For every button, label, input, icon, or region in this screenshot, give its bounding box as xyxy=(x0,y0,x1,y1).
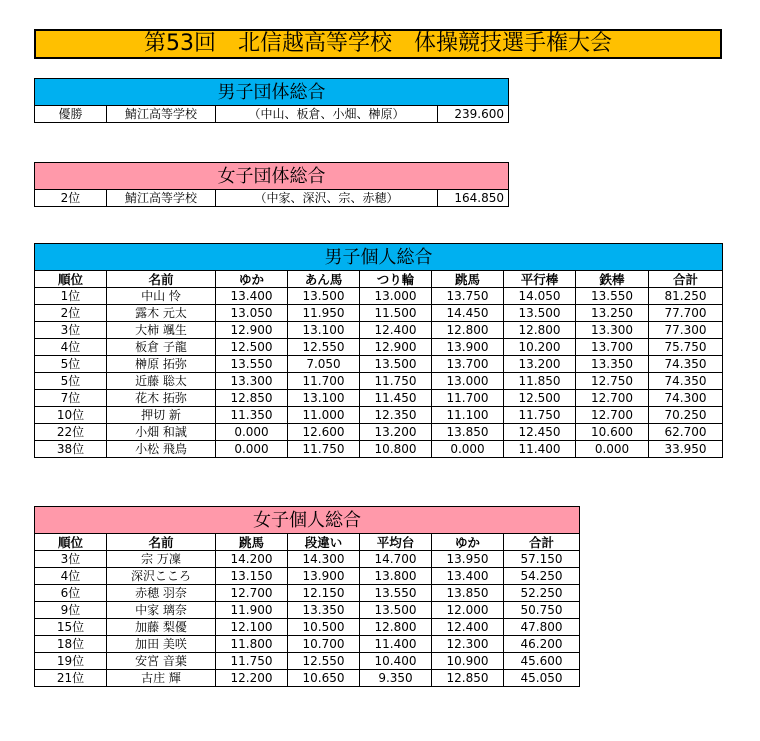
name-cell: 花木 拓弥 xyxy=(107,390,216,407)
name-cell: 中家 璃奈 xyxy=(107,602,216,619)
name-cell: 近藤 聡太 xyxy=(107,373,216,390)
rank-cell: 4位 xyxy=(35,568,107,585)
column-header: ゆか xyxy=(432,534,504,551)
score-cell: 12.400 xyxy=(432,619,504,636)
table-row xyxy=(35,619,580,636)
table-row xyxy=(35,441,723,458)
rank-cell: 3位 xyxy=(35,551,107,568)
score-cell: 13.500 xyxy=(360,356,432,373)
rank-cell: 優勝 xyxy=(35,106,107,123)
score-cell: 11.750 xyxy=(216,653,288,670)
table-row xyxy=(35,551,580,568)
score-cell: 13.400 xyxy=(432,568,504,585)
column-header: つり輪 xyxy=(360,271,432,288)
score-cell: 75.750 xyxy=(649,339,723,356)
school-cell: 鯖江高等学校 xyxy=(107,106,216,123)
table-row xyxy=(35,407,723,424)
score-cell: 12.100 xyxy=(216,619,288,636)
score-cell: 12.500 xyxy=(216,339,288,356)
name-cell: 中山 怜 xyxy=(107,288,216,305)
table-row xyxy=(35,568,580,585)
boys-individual-header: 男子個人総合 xyxy=(35,244,723,271)
score-cell: 13.150 xyxy=(216,568,288,585)
column-header: 跳馬 xyxy=(432,271,504,288)
name-cell: 加田 美咲 xyxy=(107,636,216,653)
score-cell: 57.150 xyxy=(504,551,580,568)
name-cell: 小松 飛鳥 xyxy=(107,441,216,458)
members-cell: （中山、板倉、小畑、榊原） xyxy=(216,106,438,123)
score-cell: 13.300 xyxy=(216,373,288,390)
score-cell: 11.500 xyxy=(360,305,432,322)
score-cell: 12.800 xyxy=(360,619,432,636)
score-cell: 12.350 xyxy=(360,407,432,424)
score-cell: 13.200 xyxy=(504,356,576,373)
score-cell: 81.250 xyxy=(649,288,723,305)
score-cell: 54.250 xyxy=(504,568,580,585)
score-cell: 12.550 xyxy=(288,653,360,670)
score-cell: 12.850 xyxy=(216,390,288,407)
score-cell: 12.700 xyxy=(216,585,288,602)
score-cell: 11.750 xyxy=(288,441,360,458)
score-cell: 10.900 xyxy=(432,653,504,670)
score-cell: 11.100 xyxy=(432,407,504,424)
score-cell: 11.850 xyxy=(504,373,576,390)
girls-team-table xyxy=(34,162,509,207)
score-cell: 74.350 xyxy=(649,373,723,390)
name-cell: 露木 元太 xyxy=(107,305,216,322)
score-cell: 14.200 xyxy=(216,551,288,568)
rank-cell: 5位 xyxy=(35,356,107,373)
score-cell: 13.550 xyxy=(576,288,649,305)
score-cell: 77.700 xyxy=(649,305,723,322)
score-cell: 12.150 xyxy=(288,585,360,602)
score-cell: 13.500 xyxy=(288,288,360,305)
score-cell: 12.900 xyxy=(360,339,432,356)
table-row xyxy=(35,356,723,373)
score-cell: 45.050 xyxy=(504,670,580,687)
score-cell: 0.000 xyxy=(216,441,288,458)
rank-cell: 4位 xyxy=(35,339,107,356)
score-cell: 13.300 xyxy=(576,322,649,339)
table-row xyxy=(35,190,509,207)
rank-cell: 6位 xyxy=(35,585,107,602)
score-cell: 46.200 xyxy=(504,636,580,653)
girls-individual-table xyxy=(34,506,580,687)
column-header: 段違い xyxy=(288,534,360,551)
score-cell: 13.000 xyxy=(432,373,504,390)
score-cell: 10.400 xyxy=(360,653,432,670)
score-cell: 12.600 xyxy=(288,424,360,441)
score-cell: 13.950 xyxy=(432,551,504,568)
rank-cell: 2位 xyxy=(35,190,107,207)
table-row xyxy=(35,390,723,407)
score-cell: 74.350 xyxy=(649,356,723,373)
score-cell: 14.700 xyxy=(360,551,432,568)
score-cell: 7.050 xyxy=(288,356,360,373)
rank-cell: 10位 xyxy=(35,407,107,424)
table-row xyxy=(35,424,723,441)
score-cell: 13.350 xyxy=(288,602,360,619)
rank-cell: 2位 xyxy=(35,305,107,322)
score-cell: 11.350 xyxy=(216,407,288,424)
score-cell: 12.750 xyxy=(576,373,649,390)
score-cell: 11.450 xyxy=(360,390,432,407)
score-cell: 12.700 xyxy=(576,407,649,424)
score-cell: 13.550 xyxy=(360,585,432,602)
table-row xyxy=(35,653,580,670)
score-cell: 74.300 xyxy=(649,390,723,407)
score-cell: 12.000 xyxy=(432,602,504,619)
score-cell: 45.600 xyxy=(504,653,580,670)
score-cell: 52.250 xyxy=(504,585,580,602)
column-header: 順位 xyxy=(35,271,107,288)
table-row xyxy=(35,670,580,687)
column-header: あん馬 xyxy=(288,271,360,288)
rank-cell: 38位 xyxy=(35,441,107,458)
table-row xyxy=(35,305,723,322)
rank-cell: 15位 xyxy=(35,619,107,636)
boys-team-header: 男子団体総合 xyxy=(35,79,509,106)
score-cell: 11.750 xyxy=(360,373,432,390)
table-row xyxy=(35,373,723,390)
rank-cell: 22位 xyxy=(35,424,107,441)
score-cell: 12.800 xyxy=(504,322,576,339)
score-cell: 14.050 xyxy=(504,288,576,305)
score-cell: 11.400 xyxy=(360,636,432,653)
table-row xyxy=(35,288,723,305)
score-cell: 50.750 xyxy=(504,602,580,619)
score-cell: 0.000 xyxy=(576,441,649,458)
score-cell: 12.700 xyxy=(576,390,649,407)
rank-cell: 7位 xyxy=(35,390,107,407)
score-cell: 13.400 xyxy=(216,288,288,305)
score-cell: 12.300 xyxy=(432,636,504,653)
score-cell: 13.500 xyxy=(504,305,576,322)
table-row xyxy=(35,602,580,619)
rank-cell: 3位 xyxy=(35,322,107,339)
name-cell: 赤穂 羽奈 xyxy=(107,585,216,602)
rank-cell: 5位 xyxy=(35,373,107,390)
table-row xyxy=(35,636,580,653)
rank-cell: 9位 xyxy=(35,602,107,619)
score-cell: 10.600 xyxy=(576,424,649,441)
rank-cell: 21位 xyxy=(35,670,107,687)
table-row xyxy=(35,585,580,602)
score-cell: 13.850 xyxy=(432,424,504,441)
name-cell: 安宮 音葉 xyxy=(107,653,216,670)
score-cell: 13.000 xyxy=(360,288,432,305)
column-header: 合計 xyxy=(504,534,580,551)
rank-cell: 1位 xyxy=(35,288,107,305)
score-cell: 13.350 xyxy=(576,356,649,373)
score-cell: 12.550 xyxy=(288,339,360,356)
name-cell: 加藤 梨優 xyxy=(107,619,216,636)
school-cell: 鯖江高等学校 xyxy=(107,190,216,207)
score-cell: 13.800 xyxy=(360,568,432,585)
score-cell: 11.800 xyxy=(216,636,288,653)
page-title: 第53回 北信越高等学校 体操競技選手権大会 xyxy=(34,29,722,59)
score-cell: 12.450 xyxy=(504,424,576,441)
boys-team-table xyxy=(34,78,509,123)
name-cell: 小畑 和誠 xyxy=(107,424,216,441)
column-header: 跳馬 xyxy=(216,534,288,551)
score-cell: 11.400 xyxy=(504,441,576,458)
score-cell: 13.550 xyxy=(216,356,288,373)
boys-individual-table xyxy=(34,243,723,458)
name-cell: 宗 万凜 xyxy=(107,551,216,568)
rank-cell: 19位 xyxy=(35,653,107,670)
score-cell: 13.100 xyxy=(288,322,360,339)
column-header-row xyxy=(35,271,723,288)
score-cell: 13.700 xyxy=(432,356,504,373)
score-cell: 47.800 xyxy=(504,619,580,636)
score-cell: 12.900 xyxy=(216,322,288,339)
score-cell: 12.800 xyxy=(432,322,504,339)
score-cell: 13.850 xyxy=(432,585,504,602)
score-cell: 33.950 xyxy=(649,441,723,458)
score-cell: 11.750 xyxy=(504,407,576,424)
score-cell: 62.700 xyxy=(649,424,723,441)
rank-cell: 18位 xyxy=(35,636,107,653)
column-header: ゆか xyxy=(216,271,288,288)
score-cell: 11.900 xyxy=(216,602,288,619)
score-cell: 10.700 xyxy=(288,636,360,653)
score-cell: 13.500 xyxy=(360,602,432,619)
column-header: 名前 xyxy=(107,534,216,551)
score-cell: 11.950 xyxy=(288,305,360,322)
score-cell: 10.650 xyxy=(288,670,360,687)
name-cell: 榊原 拓弥 xyxy=(107,356,216,373)
score-cell: 0.000 xyxy=(216,424,288,441)
score-cell: 10.200 xyxy=(504,339,576,356)
column-header: 合計 xyxy=(649,271,723,288)
girls-team-header: 女子団体総合 xyxy=(35,163,509,190)
column-header: 鉄棒 xyxy=(576,271,649,288)
score-cell: 12.850 xyxy=(432,670,504,687)
girls-individual-header: 女子個人総合 xyxy=(35,507,580,534)
column-header-row xyxy=(35,534,580,551)
table-row xyxy=(35,322,723,339)
score-cell: 14.300 xyxy=(288,551,360,568)
score-cell: 0.000 xyxy=(432,441,504,458)
score-cell: 13.250 xyxy=(576,305,649,322)
column-header: 平均台 xyxy=(360,534,432,551)
name-cell: 板倉 子龍 xyxy=(107,339,216,356)
score-cell: 164.850 xyxy=(438,190,509,207)
table-row xyxy=(35,106,509,123)
score-cell: 13.750 xyxy=(432,288,504,305)
score-cell: 13.050 xyxy=(216,305,288,322)
score-cell: 70.250 xyxy=(649,407,723,424)
score-cell: 13.200 xyxy=(360,424,432,441)
column-header: 平行棒 xyxy=(504,271,576,288)
name-cell: 大柿 颯生 xyxy=(107,322,216,339)
score-cell: 12.200 xyxy=(216,670,288,687)
score-cell: 12.500 xyxy=(504,390,576,407)
name-cell: 古庄 輝 xyxy=(107,670,216,687)
score-cell: 13.900 xyxy=(432,339,504,356)
score-cell: 9.350 xyxy=(360,670,432,687)
score-cell: 12.400 xyxy=(360,322,432,339)
table-row xyxy=(35,339,723,356)
score-cell: 239.600 xyxy=(438,106,509,123)
column-header: 名前 xyxy=(107,271,216,288)
score-cell: 14.450 xyxy=(432,305,504,322)
score-cell: 13.900 xyxy=(288,568,360,585)
score-cell: 11.000 xyxy=(288,407,360,424)
score-cell: 13.100 xyxy=(288,390,360,407)
score-cell: 10.800 xyxy=(360,441,432,458)
column-header: 順位 xyxy=(35,534,107,551)
score-cell: 11.700 xyxy=(432,390,504,407)
score-cell: 11.700 xyxy=(288,373,360,390)
score-cell: 10.500 xyxy=(288,619,360,636)
name-cell: 押切 新 xyxy=(107,407,216,424)
name-cell: 深沢こころ xyxy=(107,568,216,585)
score-cell: 77.300 xyxy=(649,322,723,339)
members-cell: （中家、深沢、宗、赤穂） xyxy=(216,190,438,207)
score-cell: 13.700 xyxy=(576,339,649,356)
